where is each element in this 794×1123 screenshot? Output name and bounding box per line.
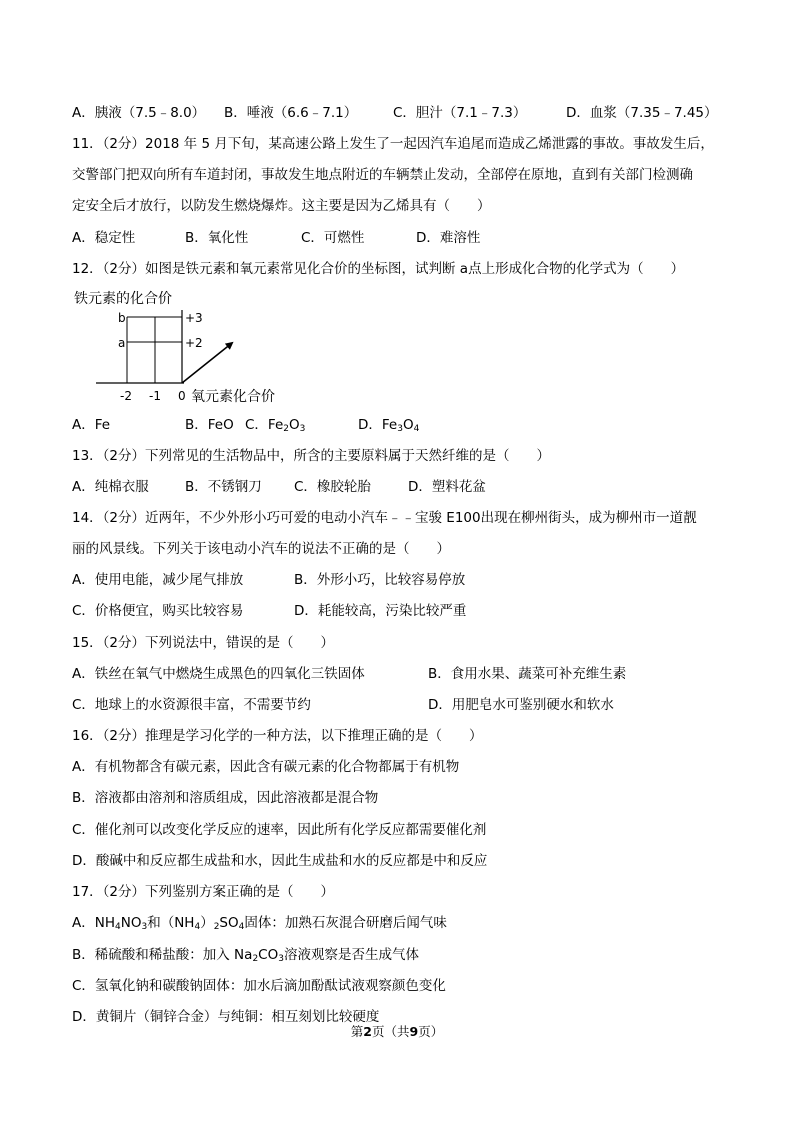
q14-option-c: C．价格便宜，购买比较容易 xyxy=(72,603,244,619)
q14-option-d: D．耗能较高，污染比较严重 xyxy=(294,603,467,619)
q10-option-d: D．血浆（7.35﹣7.45） xyxy=(566,105,718,121)
q15-option-c: C．地球上的水资源很丰富，不需要节约 xyxy=(72,697,311,713)
current-page-number: 2 xyxy=(363,1024,372,1039)
q16-option-c: C．催化剂可以改变化学反应的速率，因此所有化学反应都需要催化剂 xyxy=(72,822,487,838)
label-a: a xyxy=(118,336,126,350)
q11-stem-line2: 交警部门把双向所有车道封闭，事故发生地点附近的车辆禁止发动，全部停在原地，直到有关部门检测确 xyxy=(72,167,693,183)
valence-coordinate-diagram xyxy=(60,286,290,410)
q11-stem-line1: 11．（2分）2018 年 5 月下旬，某高速公路上发生了一起因汽车追尾而造成乙烯泄露的事故。事故发生后， xyxy=(72,136,714,152)
q16-option-b: B．溶液都由溶剂和溶质组成，因此溶液都是混合物 xyxy=(72,790,379,806)
q13-option-c: C．橡胶轮胎 xyxy=(294,479,371,495)
q12-option-d: D．$Fe_3O_4$ xyxy=(358,417,420,434)
q10-option-c: C．胆汁（7.1﹣7.3） xyxy=(393,105,527,121)
y-axis-title: 铁元素的化合价 xyxy=(74,291,172,307)
total-page-number: 9 xyxy=(409,1024,419,1039)
q12-option-a: A．Fe xyxy=(72,417,111,433)
q14-option-a: A．使用电能，减少尾气排放 xyxy=(72,572,244,588)
q15-option-b: B．食用水果、蔬菜可补充维生素 xyxy=(428,666,627,682)
q16-stem: 16．（2分）推理是学习化学的一种方法，以下推理正确的是（ ） xyxy=(72,728,483,744)
q14-stem-line2: 丽的风景线。下列关于该电动小汽车的说法不正确的是（ ） xyxy=(72,541,450,557)
q11-option-b: B．氧化性 xyxy=(185,230,249,246)
q12-option-c: C．$Fe_2O_3$ xyxy=(245,417,306,434)
q10-option-b: B．唾液（6.6﹣7.1） xyxy=(224,105,358,121)
q13-stem: 13．（2分）下列常见的生活物品中，所含的主要原料属于天然纤维的是（ ） xyxy=(72,448,551,464)
q11-option-c: C．可燃性 xyxy=(301,230,365,246)
q14-option-b: B．外形小巧，比较容易停放 xyxy=(294,572,466,588)
value-plus2: +2 xyxy=(185,336,203,350)
q17-option-d: D．黄铜片（铜锌合金）与纯铜：相互刻划比较硬度 xyxy=(72,1009,380,1025)
q11-option-d: D．难溶性 xyxy=(416,230,481,246)
q10-option-a: A．胰液（7.5﹣8.0） xyxy=(72,105,206,121)
q13-option-d: D．塑料花盆 xyxy=(408,479,486,495)
q11-stem-line3: 定安全后才放行，以防发生燃烧爆炸。这主要是因为乙烯具有（ ） xyxy=(72,198,491,214)
tick-minus2: -2 xyxy=(120,389,132,403)
q17-option-a: A．$NH_4NO_3$和$(NH_4)_2SO_4$固体：加熟石灰混合研磨后闻气味 xyxy=(72,915,447,932)
q11-option-a: A．稳定性 xyxy=(72,230,136,246)
q12-stem: 12．（2分）如图是铁元素和氧元素常见化合价的坐标图，试判断 a点上形成化合物的化学式为（ ） xyxy=(72,261,685,277)
value-plus3: +3 xyxy=(185,311,203,325)
q16-option-d: D．酸碱中和反应都生成盐和水，因此生成盐和水的反应都是中和反应 xyxy=(72,853,488,869)
q15-option-d: D．用肥皂水可鉴别硬水和软水 xyxy=(428,697,614,713)
q16-option-a: A．有机物都含有碳元素，因此含有碳元素的化合物都属于有机物 xyxy=(72,759,460,775)
tick-minus1: -1 xyxy=(149,389,161,403)
q17-stem: 17．（2分）下列鉴别方案正确的是（ ） xyxy=(72,884,335,900)
q13-option-b: B．不锈钢刀 xyxy=(185,479,262,495)
q13-option-a: A．纯棉衣服 xyxy=(72,479,149,495)
q17-option-c: C．氢氧化钠和碳酸钠固体：加水后滴加酚酞试液观察颜色变化 xyxy=(72,978,446,994)
x-axis-title: 氧元素化合价 xyxy=(191,389,275,405)
q15-stem: 15．（2分）下列说法中，错误的是（ ） xyxy=(72,635,335,651)
page-footer: 第2页（共9页） xyxy=(350,1024,444,1039)
q12-option-b: B．FeO xyxy=(185,417,234,433)
q15-option-a: A．铁丝在氧气中燃烧生成黑色的四氧化三铁固体 xyxy=(72,666,365,682)
q17-option-b: B．稀硫酸和稀盐酸：加入 $Na_2CO_3$溶液观察是否生成气体 xyxy=(72,947,419,964)
tick-0: 0 xyxy=(178,389,186,403)
q14-stem-line1: 14．（2分）近两年，不少外形小巧可爱的电动小汽车﹣﹣宝骏 E100出现在柳州街头，成为柳州市一道靓 xyxy=(72,510,697,526)
label-b: b xyxy=(118,311,126,325)
